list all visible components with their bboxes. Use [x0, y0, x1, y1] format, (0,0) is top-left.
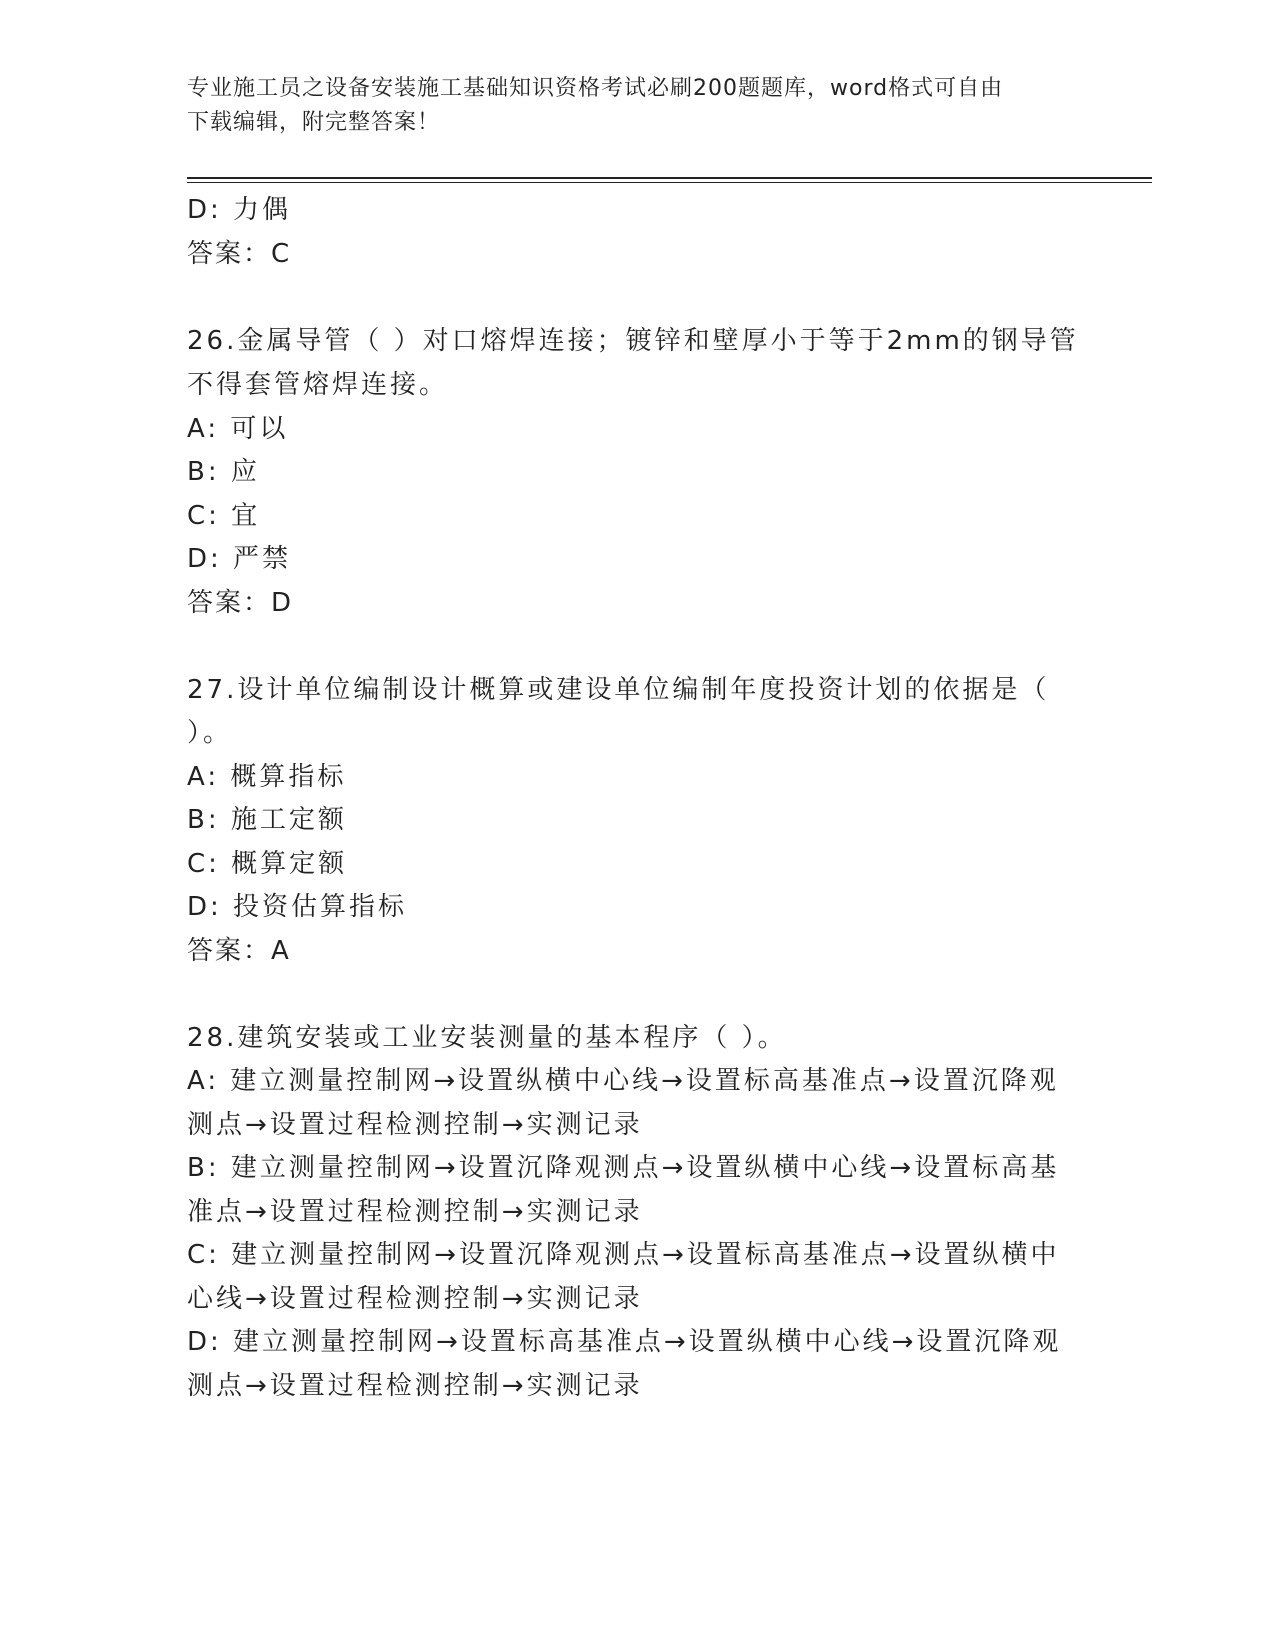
q28-option-d-line-2: 测点→设置过程检测控制→实测记录: [187, 1371, 643, 1401]
q28-option-a-line-1: A: 建立测量控制网→设置纵横中心线→设置标高基准点→设置沉降观: [187, 1066, 1059, 1096]
q26-option-a: A: 可以: [187, 414, 289, 444]
q27-option-d: D: 投资估算指标: [187, 892, 408, 922]
header-rule-thick: [187, 177, 1152, 179]
q25-answer: 答案：C: [187, 239, 292, 269]
q26-stem-line-2: 不得套管熔焊连接。: [187, 370, 449, 400]
q26-option-b: B: 应: [187, 457, 260, 487]
header-rule-thin: [187, 182, 1152, 183]
q27-option-a: A: 概算指标: [187, 762, 347, 792]
q27-option-b: B: 施工定额: [187, 805, 347, 835]
q27-stem-line-2: ）。: [187, 718, 233, 748]
q28-option-b-line-1: B: 建立测量控制网→设置沉降观测点→设置纵横中心线→设置标高基: [187, 1153, 1060, 1183]
q26-stem-line-1: 26.金属导管（ ）对口熔焊连接；镀锌和壁厚小于等于2mm的钢导管: [187, 326, 1079, 356]
q28-option-c-line-2: 心线→设置过程检测控制→实测记录: [187, 1284, 643, 1314]
q26-option-d: D: 严禁: [187, 544, 292, 574]
q28-option-c-line-1: C: 建立测量控制网→设置沉降观测点→设置标高基准点→设置纵横中: [187, 1240, 1060, 1270]
q28-option-a-line-2: 测点→设置过程检测控制→实测记录: [187, 1110, 643, 1140]
q26-option-c: C: 宜: [187, 501, 261, 531]
header-title-line-2: 下载编辑，附完整答案！: [187, 110, 441, 135]
q28-stem: 28.建筑安装或工业安装测量的基本程序（ ）。: [187, 1023, 787, 1053]
q26-answer: 答案：D: [187, 588, 294, 618]
q27-stem-line-1: 27.设计单位编制设计概算或建设单位编制年度投资计划的依据是（: [187, 675, 1050, 705]
header-title-line-1: 专业施工员之设备安装施工基础知识资格考试必刷200题题库，word格式可自由: [187, 76, 1004, 101]
q25-option-d: D: 力偶: [187, 195, 292, 225]
page-header: [187, 72, 1087, 140]
q28-option-d-line-1: D: 建立测量控制网→设置标高基准点→设置纵横中心线→设置沉降观: [187, 1327, 1062, 1357]
q27-answer: 答案：A: [187, 936, 291, 966]
q27-option-c: C: 概算定额: [187, 849, 348, 879]
q28-option-b-line-2: 准点→设置过程检测控制→实测记录: [187, 1197, 643, 1227]
